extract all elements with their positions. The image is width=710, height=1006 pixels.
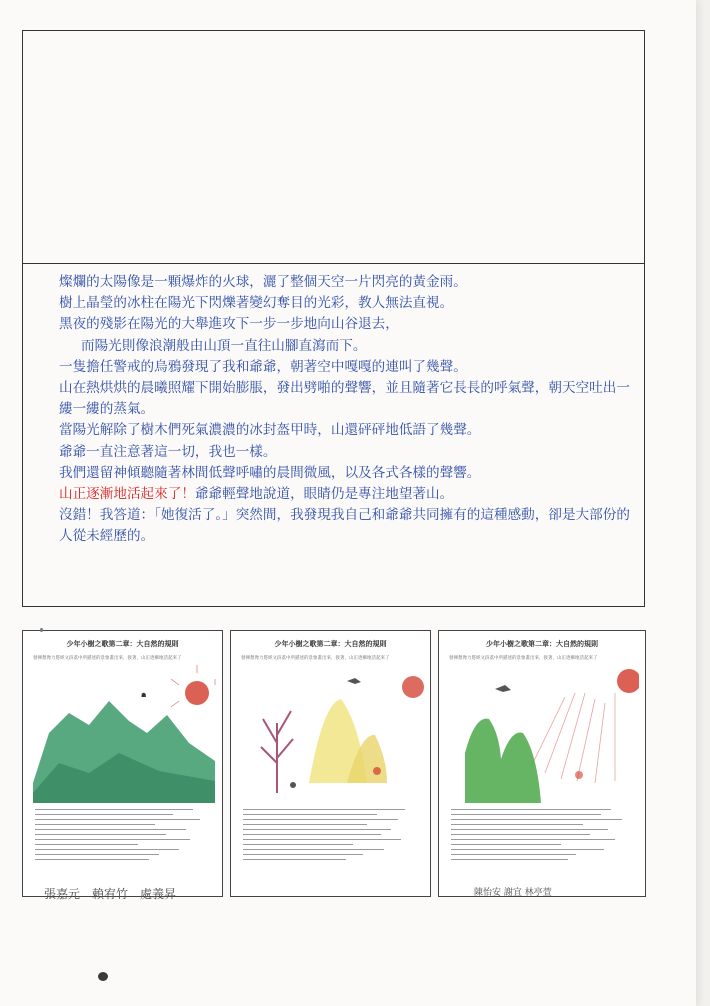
card-question: 發揮想像力將經文段落中所描述的景象畫出來，接著，山正逐漸地活起來了 xyxy=(449,656,598,661)
poem-line: 黑夜的殘影在陽光的大舉進攻下一步一步地向山谷退去， xyxy=(59,316,399,333)
card-title: 少年小樹之歌第二章：大自然的規則 xyxy=(486,640,598,648)
poem-line: 沒錯！我答道：「她復活了。」突然間，我發現我自己和爺爺共同擁有的這種感動，卻是大部份的 xyxy=(59,507,630,524)
ink-blot xyxy=(98,972,108,981)
green-mountain-drawing xyxy=(445,663,639,803)
worksheet-card xyxy=(230,630,431,897)
poem-line: 山在熱烘烘的晨曦照耀下開始膨脹，發出劈啪的聲響，並且隨著它長長的呼氣聲，朝天空吐出一 xyxy=(59,380,630,397)
card-question: 發揮想像力將經文段落中所描述的景象畫出來，接著，山正逐漸地活起來了 xyxy=(241,656,390,661)
tree-mountain-drawing xyxy=(237,663,424,803)
card-text-lines xyxy=(243,809,415,864)
card-title: 少年小樹之歌第二章：大自然的規則 xyxy=(66,640,179,648)
highlight-text: 山正逐漸地活起來了！ xyxy=(59,486,195,503)
empty-frame xyxy=(22,30,645,264)
poem-frame xyxy=(22,263,645,607)
poem-line: 一隻擔任警戒的烏鴉發現了我和爺爺，朝著空中嘎嘎的連叫了幾聲。 xyxy=(59,358,467,375)
poem-line: 爺爺一直注意著這一切，我也一樣。 xyxy=(59,443,277,460)
student-signature: 張嘉元 賴宥竹 處義昇 xyxy=(44,887,177,901)
worksheet-card xyxy=(438,630,646,897)
highlight-followup: 爺爺輕聲地說道，眼睛仍是專注地望著山。 xyxy=(194,486,454,503)
poem-line: 縷一縷的蒸氣。 xyxy=(59,401,155,418)
sun-icon xyxy=(185,681,209,705)
mountain-drawing xyxy=(29,663,216,803)
svg-text:☗: ☗ xyxy=(141,692,147,699)
worksheet-card xyxy=(22,630,223,897)
ink-mark xyxy=(40,628,43,632)
poem-line-highlight xyxy=(59,484,649,505)
sun-icon xyxy=(402,676,424,698)
poem-line: 當陽光解除了樹木們死氣濃濃的冰封盔甲時，山還砰砰地低語了幾聲。 xyxy=(59,422,481,439)
card-question: 發揮想像力將經文段落中所描述的景象畫出來，接著，山正逐漸地活起來了 xyxy=(33,656,182,661)
card-title: 少年小樹之歌第二章：大自然的規則 xyxy=(274,640,387,648)
poem-line: 樹上晶瑩的冰柱在陽光下閃爍著變幻奪目的光彩，教人無法直視。 xyxy=(59,295,454,312)
poem-text xyxy=(59,272,649,548)
poem-line: 燦爛的太陽像是一顆爆炸的火球，灑了整個天空一片閃亮的黃金雨。 xyxy=(59,274,467,290)
student-signature: 陳怡安 謝宜 林亭萱 xyxy=(474,888,552,898)
poem-line: 人從未經歷的。 xyxy=(59,528,155,545)
poem-line: 我們還留神傾聽隨著林間低聲呼嘯的晨間微風，以及各式各樣的聲響。 xyxy=(59,464,481,481)
card-text-lines xyxy=(451,809,629,864)
card-text-lines xyxy=(35,809,207,864)
poem-line: 而陽光則像浪潮般由山頂一直往山腳直瀉而下。 xyxy=(81,337,367,354)
